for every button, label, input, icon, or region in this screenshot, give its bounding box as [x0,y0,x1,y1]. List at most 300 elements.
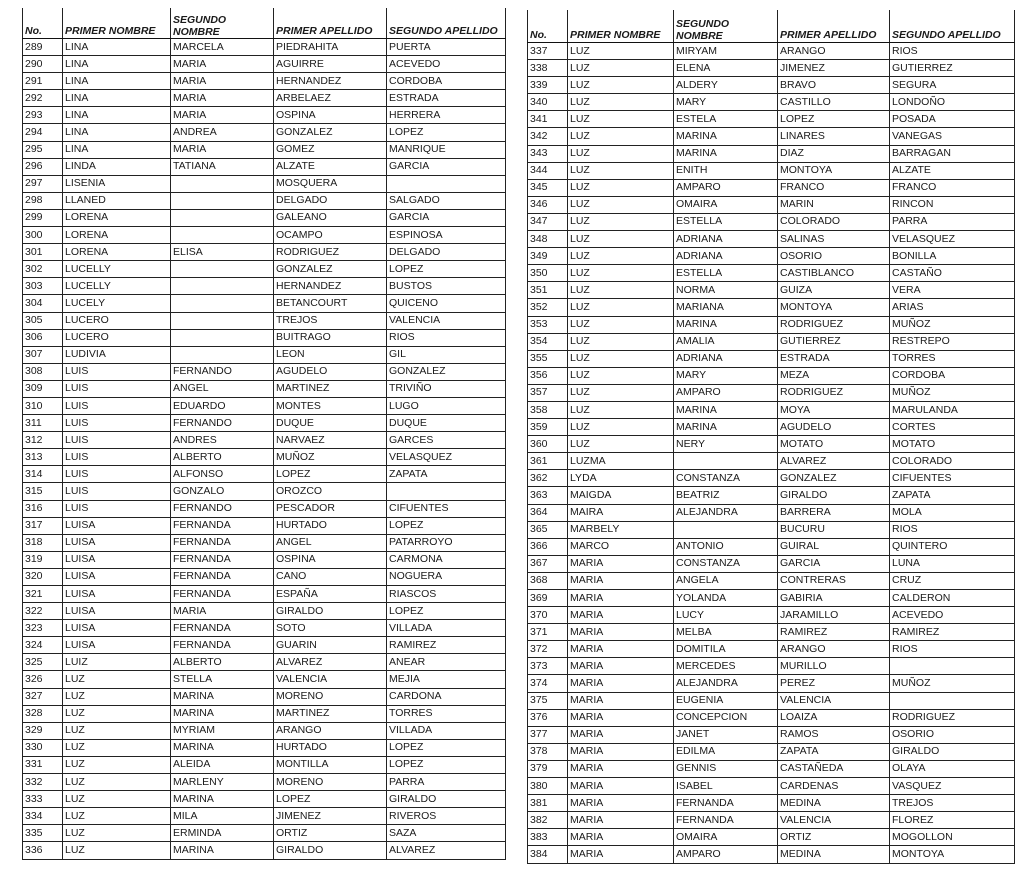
cell-primer-apellido: MORENO [274,688,387,705]
cell-primer-nombre: LUZ [568,299,674,316]
cell-segundo-apellido: CIFUENTES [890,470,1015,487]
cell-segundo-nombre [171,261,274,278]
cell-segundo-nombre: FERNANDA [171,551,274,568]
cell-segundo-apellido: GIRALDO [890,743,1015,760]
table-row [528,282,1015,299]
cell-primer-nombre: LUZ [568,145,674,162]
cell-no: 350 [528,265,568,282]
cell-primer-apellido: CASTILLO [778,94,890,111]
cell-primer-nombre: LUIS [63,432,171,449]
cell-primer-nombre: LUZ [568,43,674,60]
cell-segundo-nombre: MARIA [171,56,274,73]
cell-segundo-apellido: POSADA [890,111,1015,128]
table-row [528,213,1015,230]
cell-segundo-nombre: LUCY [674,607,778,624]
cell-no: 305 [23,312,63,329]
table-row [528,94,1015,111]
cell-segundo-nombre: CONCEPCION [674,709,778,726]
table-row [528,726,1015,743]
cell-segundo-nombre: MARIA [171,90,274,107]
cell-primer-nombre: LINA [63,107,171,124]
cell-segundo-apellido: GIL [387,346,506,363]
table-row [23,261,506,278]
cell-no: 347 [528,213,568,230]
cell-no: 344 [528,162,568,179]
cell-primer-apellido: ARANGO [778,641,890,658]
table-row [528,743,1015,760]
cell-primer-nombre: MARIA [568,726,674,743]
cell-primer-apellido: SOTO [274,620,387,637]
cell-no: 351 [528,282,568,299]
cell-segundo-nombre: FERNANDA [171,620,274,637]
cell-segundo-nombre: ADRIANA [674,231,778,248]
cell-segundo-nombre: FERNANDA [171,586,274,603]
cell-no: 353 [528,316,568,333]
cell-primer-apellido: ALVAREZ [778,453,890,470]
cell-primer-apellido: GONZALEZ [274,124,387,141]
table-row [23,825,506,842]
cell-segundo-apellido: RIOS [890,521,1015,538]
cell-segundo-apellido: PATARROYO [387,534,506,551]
cell-primer-apellido: PESCADOR [274,500,387,517]
cell-primer-apellido: GONZALEZ [274,261,387,278]
cell-no: 320 [23,568,63,585]
cell-primer-apellido: PIEDRAHITA [274,39,387,56]
cell-primer-apellido: RODRIGUEZ [778,384,890,401]
cell-primer-nombre: MARIA [568,675,674,692]
cell-no: 359 [528,419,568,436]
cell-segundo-nombre: ESTELLA [674,213,778,230]
cell-primer-nombre: LUZ [568,179,674,196]
cell-primer-nombre: LUIS [63,449,171,466]
cell-segundo-apellido: CARDONA [387,688,506,705]
cell-no: 360 [528,436,568,453]
table-row [528,590,1015,607]
cell-no: 361 [528,453,568,470]
cell-no: 319 [23,551,63,568]
cell-segundo-nombre: ELENA [674,60,778,77]
cell-no: 370 [528,607,568,624]
table-row [528,419,1015,436]
cell-primer-nombre: LUZ [568,350,674,367]
cell-primer-apellido: BARRERA [778,504,890,521]
cell-segundo-nombre: MARINA [171,688,274,705]
header-primer-nombre: PRIMER NOMBRE [568,10,674,43]
cell-primer-apellido: MONTOYA [778,299,890,316]
header-row [528,10,1015,43]
cell-segundo-apellido: ALVAREZ [387,842,506,859]
cell-segundo-nombre: NORMA [674,282,778,299]
cell-segundo-apellido: ESTRADA [387,90,506,107]
table-row [528,367,1015,384]
cell-primer-nombre: LUZ [568,384,674,401]
table-row [23,175,506,192]
cell-segundo-apellido [387,175,506,192]
cell-segundo-apellido: CORDOBA [387,73,506,90]
cell-primer-nombre: LUZ [568,60,674,77]
table-row [528,179,1015,196]
cell-segundo-apellido: GARCES [387,432,506,449]
cell-primer-apellido: GUARIN [274,637,387,654]
cell-segundo-nombre: YOLANDA [674,590,778,607]
cell-segundo-nombre: MARIA [171,603,274,620]
cell-primer-apellido: GARCIA [778,555,890,572]
cell-segundo-apellido: RAMIREZ [387,637,506,654]
cell-primer-apellido: GUIZA [778,282,890,299]
cell-segundo-nombre: ALEIDA [171,756,274,773]
cell-no: 348 [528,231,568,248]
cell-no: 358 [528,401,568,418]
cell-no: 374 [528,675,568,692]
cell-segundo-apellido: CORTES [890,419,1015,436]
table-row [23,842,506,859]
table-row [528,436,1015,453]
cell-no: 333 [23,791,63,808]
cell-segundo-nombre: FERNANDA [674,795,778,812]
cell-no: 337 [528,43,568,60]
cell-segundo-nombre: ANDREA [171,124,274,141]
cell-no: 302 [23,261,63,278]
cell-segundo-nombre: ALFONSO [171,466,274,483]
cell-primer-apellido: ARBELAEZ [274,90,387,107]
cell-segundo-nombre: DOMITILA [674,641,778,658]
cell-no: 314 [23,466,63,483]
cell-primer-nombre: LUISA [63,568,171,585]
table-row [23,244,506,261]
cell-segundo-apellido: RIOS [890,641,1015,658]
cell-segundo-apellido: CIFUENTES [387,500,506,517]
cell-primer-nombre: LUZ [568,419,674,436]
cell-segundo-nombre: ISABEL [674,778,778,795]
cell-segundo-nombre: ENITH [674,162,778,179]
cell-segundo-apellido: GIRALDO [387,791,506,808]
table-row [23,739,506,756]
cell-primer-nombre: MARIA [568,555,674,572]
cell-primer-nombre: MARIA [568,743,674,760]
cell-primer-apellido: MONTOYA [778,162,890,179]
cell-primer-nombre: LUIS [63,397,171,414]
cell-primer-apellido: GOMEZ [274,141,387,158]
table-row [23,397,506,414]
cell-no: 381 [528,795,568,812]
cell-primer-nombre: LINA [63,90,171,107]
header-no: No. [528,10,568,43]
table-row [528,504,1015,521]
cell-segundo-nombre [171,329,274,346]
cell-segundo-nombre: ALDERY [674,77,778,94]
cell-primer-nombre: MARCO [568,538,674,555]
header-row [23,8,506,39]
cell-primer-apellido: GIRALDO [274,842,387,859]
cell-segundo-nombre: MARY [674,367,778,384]
cell-segundo-apellido: RIASCOS [387,586,506,603]
cell-primer-nombre: LUZ [63,705,171,722]
table-row [23,603,506,620]
cell-primer-apellido: MURILLO [778,658,890,675]
cell-primer-nombre: LUZ [568,94,674,111]
table-row [528,538,1015,555]
cell-segundo-apellido [890,692,1015,709]
cell-segundo-apellido: LOPEZ [387,124,506,141]
cell-primer-apellido: MARIN [778,196,890,213]
cell-primer-nombre: LUZ [568,333,674,350]
cell-primer-apellido: GIRALDO [778,487,890,504]
cell-primer-nombre: LUZ [568,111,674,128]
cell-segundo-nombre: ALBERTO [171,449,274,466]
table-row [528,795,1015,812]
cell-primer-nombre: MARIA [568,709,674,726]
cell-segundo-nombre: GENNIS [674,760,778,777]
cell-segundo-apellido: MOGOLLON [890,829,1015,846]
cell-segundo-apellido: TREJOS [890,795,1015,812]
cell-primer-apellido: LOPEZ [778,111,890,128]
cell-segundo-nombre [171,346,274,363]
cell-segundo-apellido: TORRES [890,350,1015,367]
cell-primer-nombre: LINA [63,124,171,141]
cell-no: 335 [23,825,63,842]
cell-primer-nombre: LUZ [568,248,674,265]
cell-no: 310 [23,397,63,414]
cell-primer-apellido: DUQUE [274,415,387,432]
cell-no: 325 [23,654,63,671]
cell-primer-nombre: LORENA [63,244,171,261]
table-row [528,470,1015,487]
cell-segundo-apellido: SAZA [387,825,506,842]
cell-primer-nombre: LUIS [63,415,171,432]
cell-primer-apellido: SALINAS [778,231,890,248]
cell-primer-nombre: LYDA [568,470,674,487]
cell-primer-nombre: LORENA [63,209,171,226]
cell-segundo-apellido: LOPEZ [387,261,506,278]
table-row [23,808,506,825]
cell-segundo-nombre: MARINA [171,842,274,859]
cell-primer-nombre: MARIA [568,778,674,795]
cell-no: 356 [528,367,568,384]
cell-primer-nombre: LISENIA [63,175,171,192]
cell-segundo-apellido: MONTOYA [890,846,1015,863]
cell-no: 352 [528,299,568,316]
cell-primer-apellido: GUTIERREZ [778,333,890,350]
table-row [23,449,506,466]
cell-primer-apellido: ALZATE [274,158,387,175]
cell-primer-apellido: MUÑOZ [274,449,387,466]
cell-primer-nombre: LUZ [568,265,674,282]
table-row [23,774,506,791]
cell-segundo-nombre: ERMINDA [171,825,274,842]
table-row [23,209,506,226]
cell-segundo-apellido: SALGADO [387,192,506,209]
cell-segundo-apellido: TORRES [387,705,506,722]
table-row [528,760,1015,777]
cell-segundo-apellido: GARCIA [387,209,506,226]
cell-primer-apellido: JIMENEZ [274,808,387,825]
cell-segundo-nombre: AMPARO [674,179,778,196]
table-row [528,299,1015,316]
cell-segundo-apellido: LONDOÑO [890,94,1015,111]
cell-segundo-apellido: CASTAÑO [890,265,1015,282]
cell-primer-apellido: RAMIREZ [778,624,890,641]
cell-segundo-apellido: RODRIGUEZ [890,709,1015,726]
cell-primer-apellido: FRANCO [778,179,890,196]
cell-primer-apellido: PEREZ [778,675,890,692]
cell-segundo-apellido [890,658,1015,675]
cell-segundo-apellido: NOGUERA [387,568,506,585]
cell-segundo-nombre: FERNANDO [171,415,274,432]
cell-primer-apellido: ARANGO [778,43,890,60]
cell-no: 369 [528,590,568,607]
table-row [528,333,1015,350]
cell-segundo-apellido: RINCON [890,196,1015,213]
cell-no: 295 [23,141,63,158]
cell-segundo-nombre: MARINA [674,128,778,145]
table-row [23,312,506,329]
cell-segundo-apellido: LOPEZ [387,603,506,620]
table-row [23,568,506,585]
header-no: No. [23,8,63,39]
cell-no: 372 [528,641,568,658]
cell-segundo-apellido: LOPEZ [387,739,506,756]
cell-segundo-nombre: BEATRIZ [674,487,778,504]
cell-segundo-apellido: RESTREPO [890,333,1015,350]
cell-no: 318 [23,534,63,551]
cell-segundo-apellido [387,483,506,500]
table-row [23,637,506,654]
cell-segundo-apellido: GARCIA [387,158,506,175]
cell-segundo-nombre: MARIA [171,107,274,124]
cell-primer-nombre: LINA [63,141,171,158]
cell-segundo-apellido: GUTIERREZ [890,60,1015,77]
cell-segundo-nombre: ELISA [171,244,274,261]
cell-segundo-nombre: MILA [171,808,274,825]
cell-primer-apellido: GIRALDO [274,603,387,620]
cell-primer-nombre: LUZ [63,756,171,773]
cell-primer-apellido: VALENCIA [778,692,890,709]
cell-no: 336 [23,842,63,859]
cell-primer-apellido: MONTILLA [274,756,387,773]
cell-primer-apellido: COLORADO [778,213,890,230]
table-row [528,384,1015,401]
cell-no: 346 [528,196,568,213]
table-row [23,466,506,483]
table-row [528,624,1015,641]
cell-primer-apellido: RODRIGUEZ [274,244,387,261]
cell-segundo-apellido: ACEVEDO [890,607,1015,624]
cell-primer-nombre: MARIA [568,624,674,641]
cell-segundo-nombre: ANGELA [674,572,778,589]
cell-primer-apellido: LINARES [778,128,890,145]
cell-primer-nombre: LUZ [568,282,674,299]
cell-segundo-nombre: ADRIANA [674,350,778,367]
names-table-left [22,8,506,860]
cell-segundo-nombre [171,295,274,312]
cell-segundo-nombre: MARINA [171,739,274,756]
cell-no: 291 [23,73,63,90]
cell-segundo-nombre: MARINA [674,401,778,418]
cell-segundo-apellido: BONILLA [890,248,1015,265]
table-row [23,483,506,500]
cell-segundo-nombre: FERNANDO [171,500,274,517]
cell-segundo-nombre: NERY [674,436,778,453]
cell-segundo-apellido: QUINTERO [890,538,1015,555]
cell-segundo-nombre: MARINA [674,316,778,333]
cell-segundo-nombre [674,521,778,538]
cell-primer-nombre: LORENA [63,227,171,244]
table-row [528,675,1015,692]
cell-primer-apellido: MONTES [274,397,387,414]
cell-segundo-apellido: MUÑOZ [890,675,1015,692]
table-row [23,517,506,534]
cell-primer-nombre: MAIGDA [568,487,674,504]
cell-primer-apellido: MOYA [778,401,890,418]
cell-primer-nombre: LUZ [568,231,674,248]
cell-primer-apellido: ALVAREZ [274,654,387,671]
cell-segundo-apellido: PARRA [387,774,506,791]
cell-primer-apellido: NARVAEZ [274,432,387,449]
cell-segundo-nombre: ALEJANDRA [674,675,778,692]
cell-segundo-nombre: AMPARO [674,846,778,863]
cell-segundo-nombre: MYRIAM [171,722,274,739]
cell-segundo-nombre: FERNANDA [171,568,274,585]
cell-segundo-nombre: MARINA [171,791,274,808]
cell-primer-apellido: BUITRAGO [274,329,387,346]
table-row [528,778,1015,795]
header-segundo-nombre: SEGUNDO NOMBRE [674,10,778,43]
cell-no: 357 [528,384,568,401]
cell-segundo-apellido: FRANCO [890,179,1015,196]
cell-primer-apellido: BRAVO [778,77,890,94]
cell-no: 308 [23,363,63,380]
table-row [528,43,1015,60]
cell-no: 315 [23,483,63,500]
cell-no: 297 [23,175,63,192]
cell-primer-apellido: RODRIGUEZ [778,316,890,333]
table-row [23,363,506,380]
cell-primer-apellido: DELGADO [274,192,387,209]
table-row [23,415,506,432]
cell-primer-nombre: MARIA [568,812,674,829]
cell-primer-apellido: MEZA [778,367,890,384]
table-row [23,551,506,568]
table-row [528,829,1015,846]
cell-segundo-apellido: ARIAS [890,299,1015,316]
cell-primer-nombre: LUCERO [63,329,171,346]
cell-primer-nombre: LUZ [568,128,674,145]
cell-no: 330 [23,739,63,756]
cell-segundo-apellido: RIOS [890,43,1015,60]
cell-primer-nombre: LUZ [63,688,171,705]
cell-no: 321 [23,586,63,603]
cell-no: 343 [528,145,568,162]
cell-primer-apellido: ESPAÑA [274,586,387,603]
cell-segundo-apellido: VALENCIA [387,312,506,329]
cell-primer-apellido: ANGEL [274,534,387,551]
table-row [528,350,1015,367]
cell-no: 368 [528,572,568,589]
cell-primer-apellido: TREJOS [274,312,387,329]
cell-segundo-apellido: MANRIQUE [387,141,506,158]
cell-primer-apellido: AGUDELO [274,363,387,380]
cell-no: 299 [23,209,63,226]
cell-primer-apellido: MARTINEZ [274,380,387,397]
cell-primer-apellido: MARTINEZ [274,705,387,722]
cell-primer-apellido: JIMENEZ [778,60,890,77]
cell-primer-apellido: GABIRIA [778,590,890,607]
cell-primer-nombre: LUZ [63,671,171,688]
cell-primer-apellido: GUIRAL [778,538,890,555]
table-row [23,654,506,671]
table-row [528,231,1015,248]
cell-segundo-nombre: EDUARDO [171,397,274,414]
